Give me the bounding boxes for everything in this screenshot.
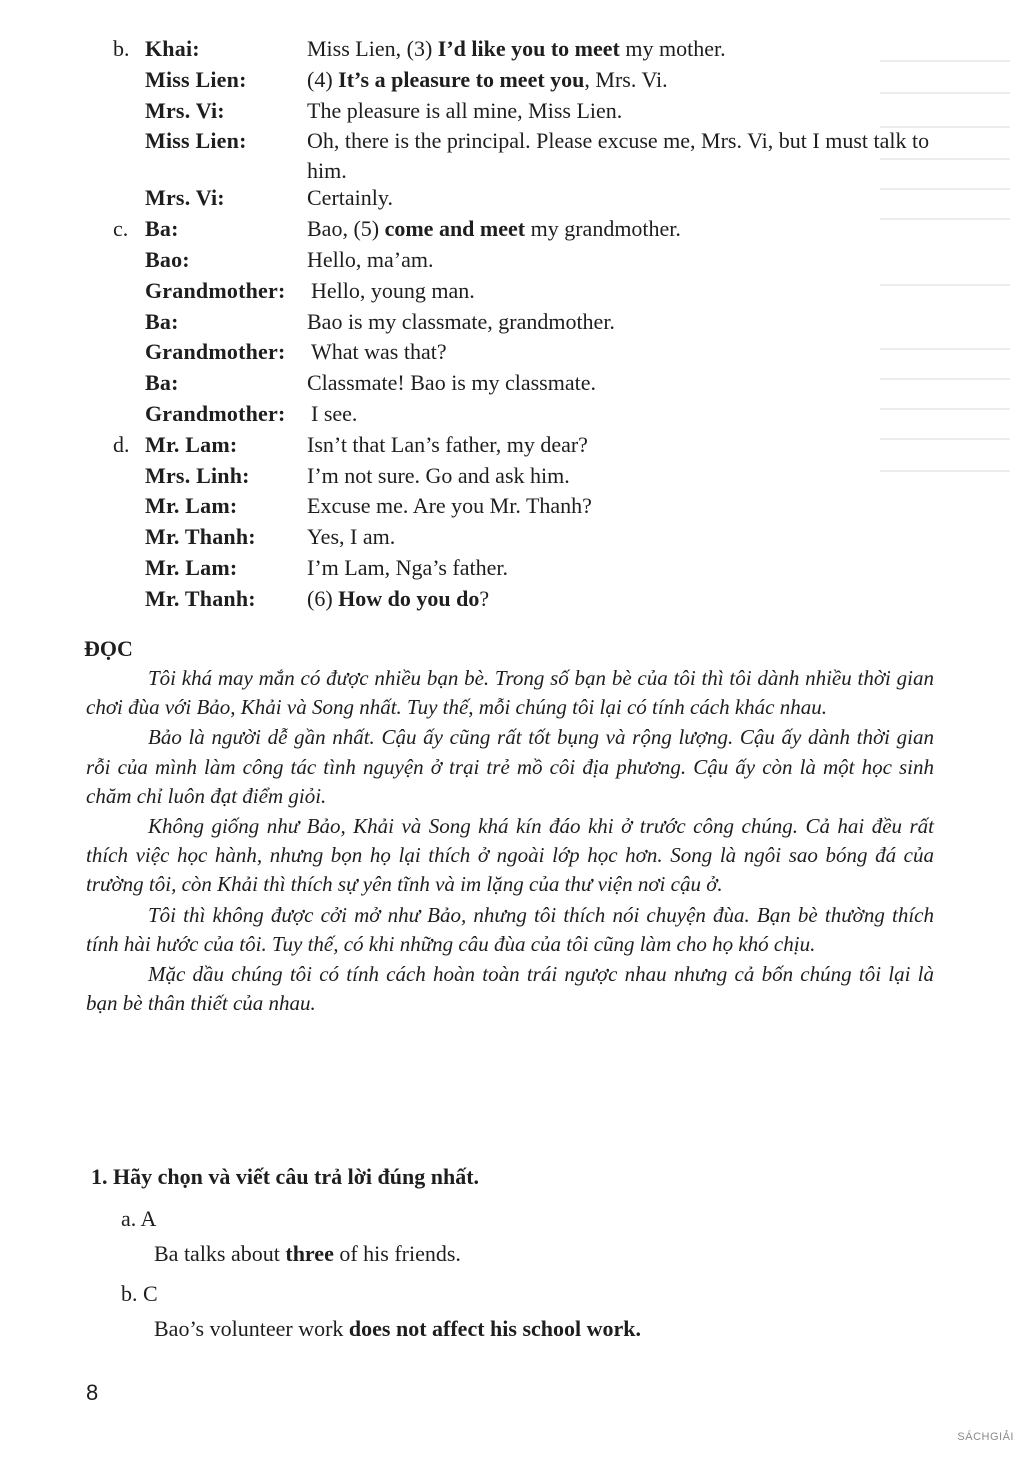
text-run: Excuse me. Are you Mr. Thanh?	[307, 493, 592, 519]
text-run: ?	[479, 585, 490, 611]
speaker-name: Mr. Lam:	[145, 493, 238, 519]
text-run: Hello, young man.	[311, 277, 475, 303]
dialogue-line	[0, 245, 1024, 276]
text-run: Bao’s volunteer work	[154, 1316, 349, 1341]
dialogue-letter: c.	[113, 216, 129, 242]
speaker-name: Grandmother:	[145, 339, 286, 365]
exercise-title: 1. Hãy chọn và viết câu trả lời đúng nhất.	[91, 1164, 480, 1189]
dialogue-line	[0, 214, 1024, 245]
speaker-name: Mrs. Vi:	[145, 185, 225, 211]
dialogue-text	[311, 276, 936, 306]
dialogue-line	[0, 491, 1024, 522]
dialogue-text	[311, 337, 936, 367]
speaker-name: Ba:	[145, 308, 179, 334]
text-run: Ba talks about	[154, 1241, 286, 1266]
dialogue-text	[307, 368, 932, 398]
text-run: my mother.	[619, 36, 726, 61]
speaker-name: Miss Lien:	[145, 128, 247, 154]
emphasis-phrase: three	[285, 1241, 334, 1266]
dialogue-line	[0, 183, 1024, 214]
text-run: my grandmother.	[525, 216, 681, 242]
reading-passage	[86, 664, 934, 1019]
dialogue-text	[307, 96, 932, 126]
emphasis-phrase: It’s a pleasure to meet you	[338, 66, 585, 92]
text-run: The pleasure is all mine, Miss Lien.	[307, 97, 623, 123]
dialogue-text	[307, 584, 932, 614]
dialogue-text	[307, 491, 932, 521]
text-run: Miss Lien, (3)	[307, 36, 438, 61]
dialogue-text	[307, 553, 932, 583]
speaker-name: Mr. Thanh:	[145, 524, 256, 550]
dialogue-text	[307, 214, 932, 244]
speaker-name: Grandmother:	[145, 277, 286, 303]
dialogue-text	[307, 430, 932, 460]
dialogue-text	[307, 307, 932, 337]
dialogue-text	[307, 126, 932, 186]
dialogue-section	[0, 34, 1024, 615]
dialogue-line	[0, 368, 1024, 399]
speaker-name: Ba:	[145, 216, 179, 242]
speaker-name: Mr. Lam:	[145, 554, 238, 580]
answer-choice: b. C	[121, 1281, 158, 1306]
dialogue-line	[0, 461, 1024, 492]
text-run: Classmate! Bao is my classmate.	[307, 370, 596, 396]
text-run: (4)	[307, 66, 339, 92]
answer-choice: a. A	[121, 1206, 157, 1231]
dialogue-line	[0, 584, 1024, 615]
dialogue-text	[307, 461, 932, 491]
dialogue-line	[0, 126, 1024, 183]
text-run: (6)	[307, 585, 339, 611]
reading-paragraph: Không giống như Bảo, Khải và Song khá kín đáo khi ở trước công chúng. Cả hai đều rất thích việc học hành, nhưng bọn họ lại thích ở ngoài lớp học hơn. Song là ngôi sao bóng đá của trường tôi, còn Khải thì thích sự yên tĩnh và im lặng của thư viện nơi cậu ở.	[86, 814, 934, 897]
dialogue-text	[307, 65, 932, 95]
dialogue-line	[0, 399, 1024, 430]
dialogue-line	[0, 307, 1024, 338]
dialogue-text	[311, 399, 936, 429]
text-run: Isn’t that Lan’s father, my dear?	[307, 431, 588, 457]
text-run: Hello, ma’am.	[307, 246, 434, 272]
text-run: of his friends.	[333, 1241, 461, 1266]
reading-heading: ĐỌC	[84, 636, 133, 661]
speaker-name: Mr. Thanh:	[145, 585, 256, 611]
answer-explanation	[154, 1316, 641, 1342]
dialogue-text	[307, 183, 932, 213]
dialogue-line	[0, 522, 1024, 553]
dialogue-line	[0, 276, 1024, 307]
emphasis-phrase: come and meet	[384, 216, 526, 242]
speaker-name: Ba:	[145, 370, 179, 396]
text-run: Yes, I am.	[307, 524, 396, 550]
page-number: 8	[86, 1380, 99, 1405]
text-run: Bao is my classmate, grandmother.	[307, 308, 615, 334]
watermark-logo: SÁCHGIẢI	[957, 1431, 1014, 1443]
text-run: I’m not sure. Go and ask him.	[307, 462, 570, 488]
speaker-name: Grandmother:	[145, 400, 286, 426]
answer-explanation	[154, 1241, 461, 1267]
reading-paragraph: Bảo là người dễ gần nhất. Cậu ấy cũng rất tốt bụng và rộng lượng. Cậu ấy dành thời gian rỗi của mình làm công tác tình nguyện ở trại trẻ mồ côi địa phương. Cậu ấy còn là một học sinh chăm chỉ luôn đạt điểm giỏi.	[86, 725, 934, 808]
dialogue-letter: d.	[113, 431, 130, 457]
dialogue-line	[0, 34, 1024, 65]
text-run: What was that?	[311, 339, 447, 365]
text-run: Bao, (5)	[307, 216, 385, 242]
text-run: Oh, there is the principal. Please excuse me, Mrs. Vi, but I must talk to him.	[307, 128, 930, 184]
dialogue-line	[0, 96, 1024, 127]
reading-paragraph: Tôi khá may mắn có được nhiều bạn bè. Trong số bạn bè của tôi thì tôi dành nhiều thời gian chơi đùa với Bảo, Khải và Song nhất. Tuy thế, mỗi chúng tôi lại có tính cách khác nhau.	[86, 666, 934, 720]
dialogue-text	[307, 522, 932, 552]
dialogue-line	[0, 337, 1024, 368]
speaker-name: Khai:	[145, 36, 200, 61]
dialogue-line	[0, 553, 1024, 584]
text-run: Certainly.	[307, 185, 393, 211]
speaker-name: Mr. Lam:	[145, 431, 238, 457]
emphasis-phrase: does not affect his school work.	[348, 1316, 642, 1341]
dialogue-line	[0, 430, 1024, 461]
reading-paragraph: Mặc dầu chúng tôi có tính cách hoàn toàn trái ngược nhau nhưng cả bốn chúng tôi lại là bạn bè thân thiết của nhau.	[86, 962, 934, 1016]
speaker-name: Mrs. Linh:	[145, 462, 250, 488]
emphasis-phrase: How do you do	[338, 585, 480, 611]
dialogue-text	[307, 245, 932, 275]
reading-paragraph: Tôi thì không được cởi mở như Bảo, nhưng tôi thích nói chuyện đùa. Bạn bè thường thích tính hài hước của tôi. Tuy thế, có khi những câu đùa của tôi cũng làm cho họ khó chịu.	[86, 902, 934, 956]
speaker-name: Bao:	[145, 246, 190, 272]
emphasis-phrase: I’d like you to meet	[437, 36, 620, 61]
text-run: I’m Lam, Nga’s father.	[307, 554, 508, 580]
speaker-name: Mrs. Vi:	[145, 97, 225, 123]
speaker-name: Miss Lien:	[145, 66, 247, 92]
dialogue-text	[307, 34, 932, 64]
dialogue-line	[0, 65, 1024, 96]
text-run: , Mrs. Vi.	[584, 66, 668, 92]
text-run: I see.	[311, 400, 358, 426]
dialogue-letter: b.	[113, 36, 130, 61]
